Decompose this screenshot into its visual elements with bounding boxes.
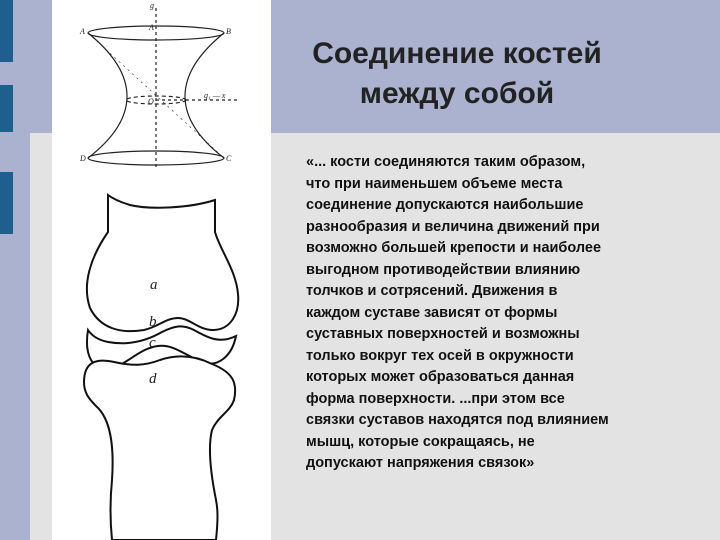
label-axis: g bbox=[150, 1, 154, 10]
label-top-center: A bbox=[149, 23, 154, 32]
title-line-2: между собой bbox=[359, 77, 555, 110]
label-top-left: A bbox=[80, 27, 85, 36]
label-c: c bbox=[149, 335, 156, 351]
label-d: d bbox=[149, 371, 157, 387]
hyperboloid-figure bbox=[88, 8, 238, 168]
tibia-bone bbox=[84, 357, 235, 540]
femur-bone bbox=[87, 195, 238, 331]
label-center: O bbox=[148, 97, 154, 106]
label-right-axis: g₁ — x bbox=[204, 91, 226, 100]
label-bottom-right: C bbox=[226, 154, 232, 163]
label-a: a bbox=[150, 277, 158, 293]
knee-joint-figure bbox=[84, 195, 238, 540]
quote-text: «... кости соединяются таким образом, что при наименьшем объеме места соединение допускаются наибольшие разнообразия и величина движений при возможно большей крепости и наиболее выгодном противодействии влиянию толчков и сотрясений. Движения в каждом суставе зависят от формы суставных поверхностей и возможны только вокруг тех осей в окружности которых может образоваться данная форма поверхности. ...при этом все связки суставов находятся под влиянием мышц, которые сокращаясь, не допускают напряжения связок» bbox=[306, 154, 609, 471]
label-b: b bbox=[149, 314, 157, 330]
title-line-1: Соединение костей bbox=[312, 37, 602, 70]
label-bottom-left: D bbox=[80, 154, 86, 163]
label-top-right: B bbox=[226, 27, 231, 36]
slide-title bbox=[282, 34, 632, 114]
left-profile bbox=[88, 33, 127, 158]
